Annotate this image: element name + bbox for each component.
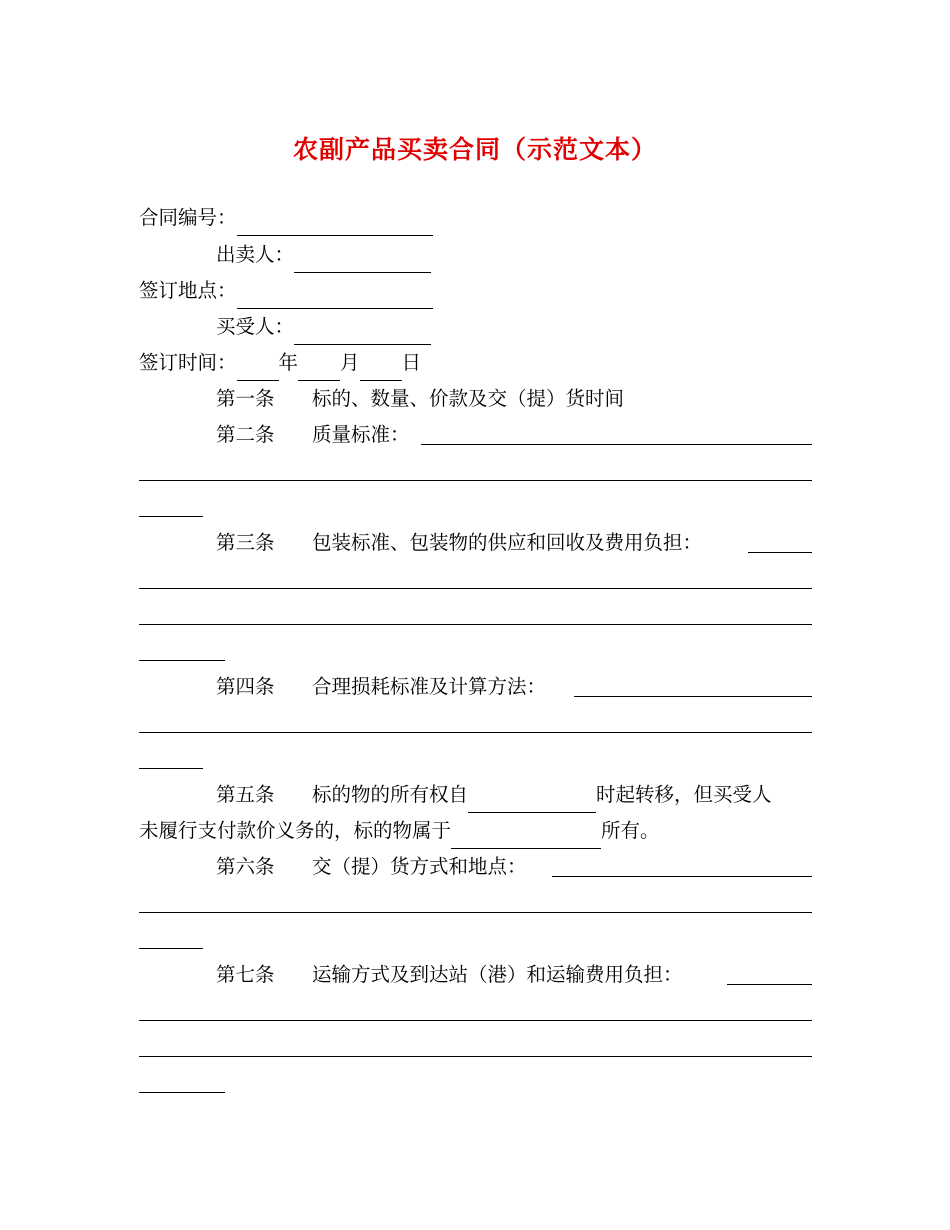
article-text: 包装标准、包装物的供应和回收及费用负担： [312, 531, 703, 554]
buyer-label: 买受人： [216, 315, 295, 338]
article-number: 第七条 [216, 963, 275, 986]
article-number: 第四条 [216, 675, 275, 698]
article-1 [216, 381, 624, 417]
article-number: 第一条 [216, 387, 275, 410]
article-2-blank-tail[interactable] [139, 516, 203, 517]
contract-number-line [139, 200, 433, 236]
ownership-time-blank[interactable] [468, 785, 596, 813]
owner-blank[interactable] [451, 821, 601, 849]
sign-place-line [139, 273, 433, 309]
year-blank[interactable] [237, 353, 279, 381]
article-text: 运输方式及到达站（港）和运输费用负担： [312, 963, 683, 986]
article-3-blank-line[interactable] [139, 624, 812, 625]
contract-number-label: 合同编号： [139, 206, 237, 229]
article-4-blank-line[interactable] [139, 732, 812, 733]
sign-place-blank[interactable] [237, 281, 433, 309]
month-label: 月 [340, 351, 360, 374]
article-4 [216, 669, 546, 705]
day-label: 日 [401, 351, 422, 374]
article-7-blank-tail[interactable] [139, 1092, 225, 1093]
article-3 [216, 525, 702, 561]
article-4-blank-tail[interactable] [139, 768, 203, 769]
article-number: 第五条 [216, 783, 275, 806]
seller-label: 出卖人： [216, 243, 295, 266]
article-number: 第六条 [216, 855, 275, 878]
seller-line [216, 237, 431, 273]
article-6-blank-line[interactable] [139, 912, 812, 913]
article-6 [216, 849, 527, 885]
article-5 [216, 777, 772, 813]
buyer-blank[interactable] [294, 317, 431, 345]
article-text: 标的、数量、价款及交（提）货时间 [312, 387, 625, 410]
article-text: 质量标准： [312, 423, 410, 446]
year-label: 年 [278, 351, 299, 374]
contract-number-blank[interactable] [237, 208, 433, 236]
article-7-blank-line[interactable] [139, 1056, 812, 1057]
buyer-line [216, 309, 431, 345]
sign-place-label: 签订地点： [139, 279, 237, 302]
article-7-blank-line[interactable] [139, 1020, 812, 1021]
article-6-blank[interactable] [552, 876, 812, 877]
article-number: 第二条 [216, 423, 275, 446]
article-2 [216, 417, 410, 453]
article-5-continued [139, 813, 660, 849]
article-7-blank[interactable] [727, 984, 812, 985]
month-blank[interactable] [298, 353, 340, 381]
article-2-blank[interactable] [421, 444, 812, 445]
article-6-blank-tail[interactable] [139, 948, 203, 949]
article-number: 第三条 [216, 531, 275, 554]
article-3-blank-line[interactable] [139, 588, 812, 589]
seller-blank[interactable] [294, 245, 431, 273]
article-7 [216, 957, 683, 993]
article-2-blank-line[interactable] [139, 480, 812, 481]
article-text-d: 所有。 [601, 819, 660, 842]
article-text-b: 时起转移，但买受人 [596, 783, 772, 806]
article-text: 合理损耗标准及计算方法： [312, 675, 547, 698]
sign-time-label: 签订时间： [139, 351, 237, 374]
day-blank[interactable] [360, 353, 402, 381]
sign-time-line [139, 345, 421, 381]
article-4-blank[interactable] [574, 696, 812, 697]
article-3-blank[interactable] [748, 552, 812, 553]
article-3-blank-tail[interactable] [139, 660, 225, 661]
article-text-c: 未履行支付款价义务的，标的物属于 [139, 819, 452, 842]
article-text: 交（提）货方式和地点： [312, 855, 527, 878]
document-title: 农副产品买卖合同（示范文本） [292, 135, 657, 164]
article-text-a: 标的物的所有权自 [312, 783, 469, 806]
